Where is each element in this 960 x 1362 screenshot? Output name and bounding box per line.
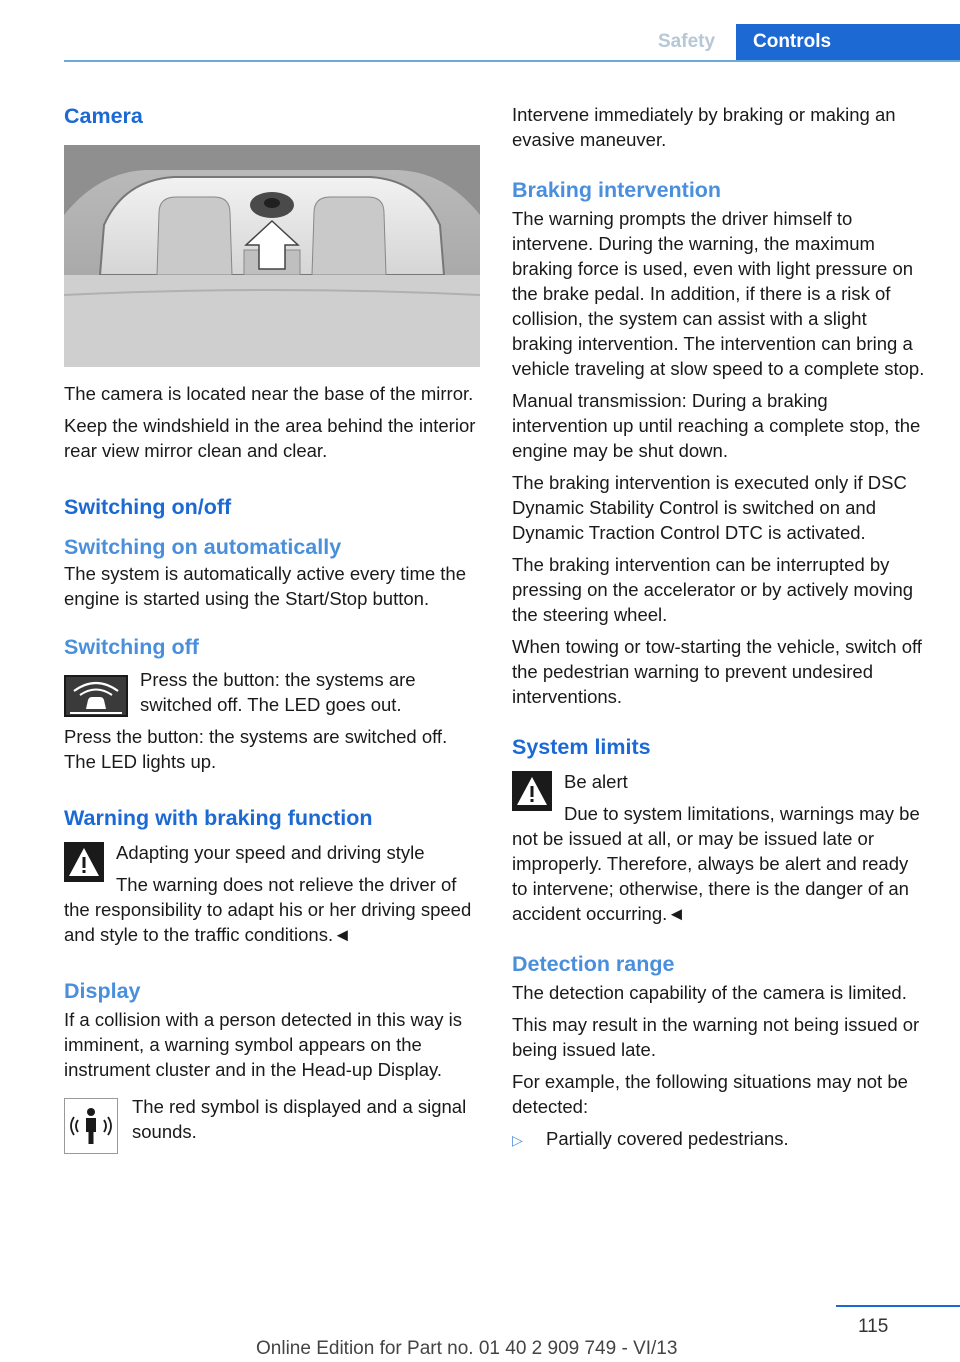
limits-heading: System limits [512, 735, 651, 759]
camera-heading: Camera [64, 104, 143, 128]
header-rule [64, 60, 960, 62]
braking-text-3: The braking intervention is executed only if DSC Dynamic Stability Control is switched on and Dynamic Traction Control DTC is activated. [512, 472, 907, 543]
detection-text-1: The detection capability of the camera is limited. [512, 982, 907, 1003]
braking-text-1: The warning prompts the driver himself to intervene. During the warning, the maximum braking force is used, even with light pressure on the brake pedal. In addition, if there is a risk of collision, the system can assist with a slight braking intervention. The intervention can bring a vehicle traveling at slow speed to a complete stop. [512, 208, 925, 379]
section-tab: Safety [658, 31, 716, 52]
switch-auto-text: The system is automatically active every time the engine is started using the Start/Stop button. [64, 563, 467, 609]
page-number-rule [836, 1305, 960, 1307]
camera-location-text: The camera is located near the base of the mirror. [64, 383, 474, 404]
display-symbol-text: The red symbol is displayed and a signal sounds. [132, 1096, 467, 1142]
intervene-text: Intervene immediately by braking or making an evasive maneuver. [512, 104, 896, 150]
limits-title: Be alert [564, 771, 628, 792]
switch-auto-heading: Switching on automatically [64, 535, 342, 559]
page-number: 115 [858, 1316, 889, 1337]
page-header [0, 0, 960, 64]
display-heading: Display [64, 979, 141, 1003]
warning-body: The warning does not relieve the driver of the responsibility to adapt his or her driving speed and style to the traffic conditions.◄ [64, 874, 472, 945]
chapter-tab: Controls [736, 24, 960, 62]
right-column [512, 102, 928, 1153]
pedestrian-warning-icon [64, 1098, 118, 1159]
detection-text-2: This may result in the warning not being issued or being issued late. [512, 1014, 920, 1060]
detection-heading: Detection range [512, 952, 675, 976]
list-item-text: Partially covered pedestrians. [546, 1128, 789, 1149]
warning-triangle-icon [512, 771, 552, 816]
camera-windshield-text: Keep the windshield in the area behind the interior rear view mirror clean and clear. [64, 415, 476, 461]
assist-button-icon [64, 675, 128, 722]
braking-text-5: When towing or tow-starting the vehicle, switch off the pedestrian warning to prevent undesired interventions. [512, 636, 922, 707]
detection-text-3: For example, the following situations may not be detected: [512, 1071, 908, 1117]
camera-location-photo [64, 145, 480, 367]
warning-title: Adapting your speed and driving style [116, 842, 425, 863]
braking-text-4: The braking intervention can be interrupted by pressing on the accelerator or by actively moving the steering wheel. [512, 554, 914, 625]
display-text: If a collision with a person detected in this way is imminent, a warning symbol appears on the instrument cluster and in the Head-up Display. [64, 1009, 462, 1080]
warning-triangle-icon [64, 842, 104, 887]
left-column [64, 102, 482, 1159]
switch-off-led-text: Press the button: the systems are switched off. The LED lights up. [64, 726, 448, 772]
warning-heading: Warning with braking function [64, 806, 373, 830]
list-item [512, 1126, 928, 1153]
braking-heading: Braking intervention [512, 178, 722, 202]
switch-off-button-text: Press the button: the systems are switched off. The LED goes out. [140, 669, 416, 715]
switch-off-heading: Switching off [64, 635, 199, 659]
braking-text-2: Manual transmission: During a braking intervention up until reaching a complete stop, the engine may be shut down. [512, 390, 921, 461]
bullet-triangle-icon: ▷ [512, 1132, 523, 1148]
switching-heading: Switching on/off [64, 495, 232, 519]
limits-body: Due to system limitations, warnings may be not be issued at all, or may be issued late or improperly. Therefore, always be alert and ready to intervene; otherwise, there is the danger of an accident occurring.◄ [512, 803, 920, 924]
footer-edition: Online Edition for Part no. 01 40 2 909 749 - VI/13 [256, 1338, 678, 1359]
